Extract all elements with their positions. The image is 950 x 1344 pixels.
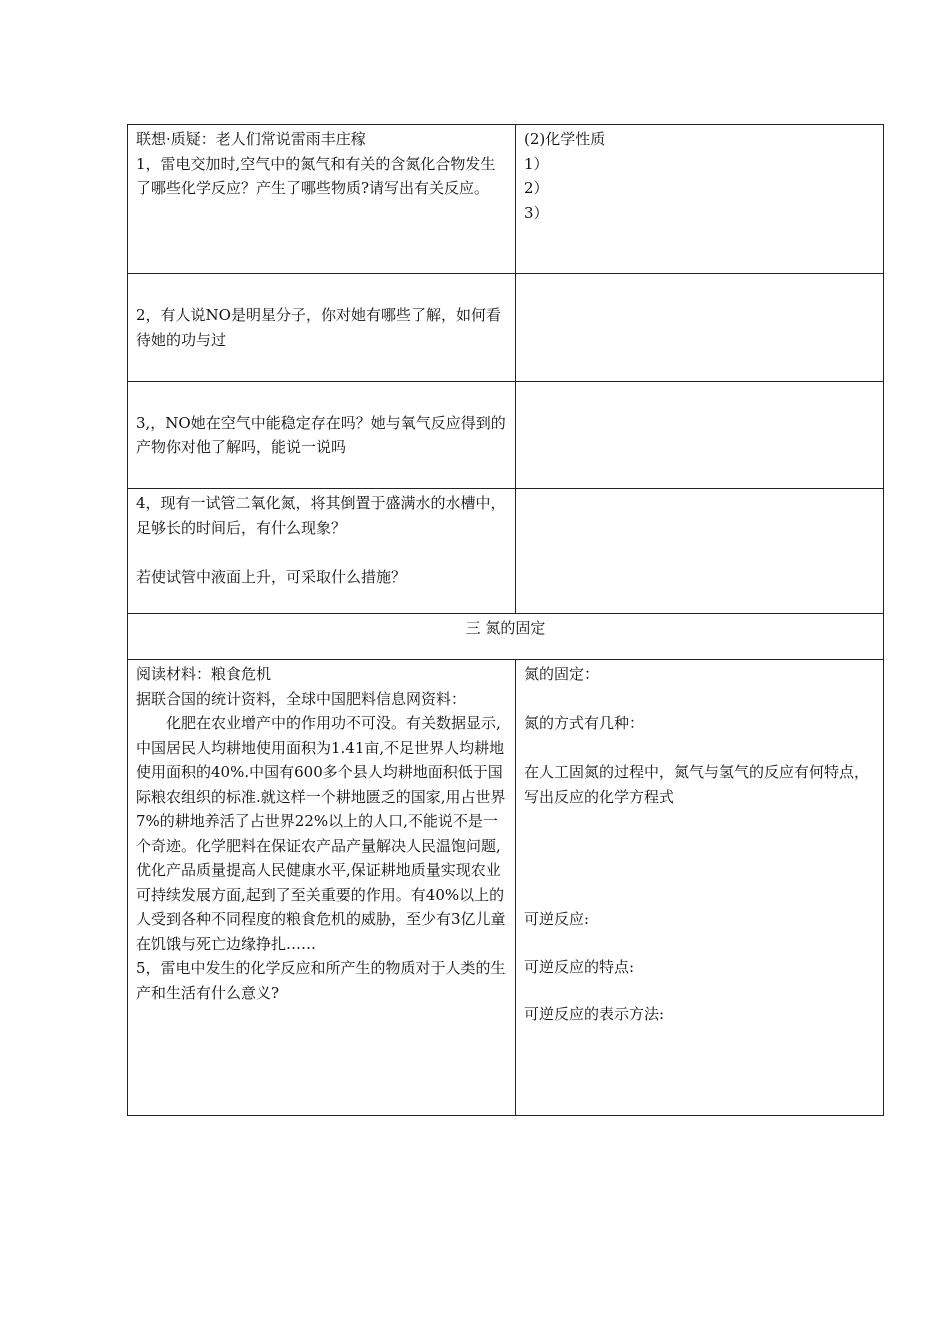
association-title: 联想·质疑：老人们常说雷雨丰庄稼 <box>136 130 366 148</box>
cell-answer-4 <box>516 489 884 614</box>
reversible-reaction-label: 可逆反应: <box>524 910 590 928</box>
table-row <box>128 614 884 660</box>
table-row <box>128 274 884 382</box>
property-item-3: 3） <box>524 203 549 222</box>
question-4: 4，现有一试管二氧化氮，将其倒置于盛满水的水槽中，足够长的时间后，有什么现象？ <box>136 494 506 537</box>
cell-chemical-properties <box>516 125 884 274</box>
reversible-features-label: 可逆反应的特点: <box>524 957 635 976</box>
nitrogen-fixation-label: 氮的固定： <box>524 665 600 683</box>
cell-question-4 <box>128 489 516 614</box>
cell-question-3 <box>128 382 516 489</box>
section-title: 三 氮的固定 <box>465 619 546 637</box>
cell-answer-2 <box>516 274 884 382</box>
cell-association-question <box>128 125 516 274</box>
table-row <box>128 382 884 489</box>
section-title-cell <box>128 614 884 660</box>
worksheet-table <box>127 124 884 1116</box>
question-4b: 若使试管中液面上升，可采取什么措施？ <box>136 567 407 586</box>
cell-nitrogen-fixation <box>516 660 884 1116</box>
property-item-2: 2） <box>524 179 549 197</box>
reading-title: 阅读材料：粮食危机 <box>136 665 272 683</box>
reversible-notation-label: 可逆反应的表示方法: <box>524 1005 665 1023</box>
question-1: 1，雷电交加时,空气中的氮气和有关的含氮化合物发生了哪些化学反应？产生了哪些物质?请写出有关反应。 <box>136 154 496 197</box>
question-5: 5，雷电中发生的化学反应和所产生的物质对于人类的生产和生活有什么意义? <box>136 959 506 1002</box>
table-row <box>128 125 884 274</box>
chemical-properties-title: (2)化学性质 <box>524 130 606 148</box>
table-row <box>128 489 884 614</box>
reading-source: 据联合国的统计资料，全球中国肥料信息网资料： <box>136 689 467 708</box>
cell-reading-material <box>128 660 516 1116</box>
question-2: 2，有人说NO是明星分子，你对她有哪些了解，如何看待她的功与过 <box>136 306 501 349</box>
cell-answer-3 <box>516 382 884 489</box>
property-item-1: 1） <box>524 154 549 173</box>
table-row <box>128 660 884 1116</box>
fixation-methods-label: 氮的方式有几种： <box>524 714 645 732</box>
question-3: 3,，NO她在空气中能稳定存在吗？她与氧气反应得到的产物你对他了解吗，能说一说吗 <box>136 413 506 456</box>
reading-body: 化肥在农业增产中的作用功不可没。有关数据显示,中国居民人均耕地使用面积为1.41亩,不足世界人均耕地使用面积的40%.中国有600多个县人均耕地面积低于国际粮农组织的标准.就这样一个耕地匮乏的国家,用占世界7%的耕地养活了占世界22%以上的人口,不能说不是一个奇迹。化学肥料在保证农产品产量解决人民温饱问题,优化产品质量提高人民健康水平,保证耕地质量实现农业可持续发展方面,起到了至关重要的作用。有40%以上的人受到各种不同程度的粮食危机的威胁，至少有3亿儿童在饥饿与死亡边缘挣扎…… <box>136 714 506 953</box>
artificial-fixation-question: 在人工固氮的过程中，氮气与氢气的反应有何特点，写出反应的化学方程式 <box>524 763 870 806</box>
cell-question-2 <box>128 274 516 382</box>
